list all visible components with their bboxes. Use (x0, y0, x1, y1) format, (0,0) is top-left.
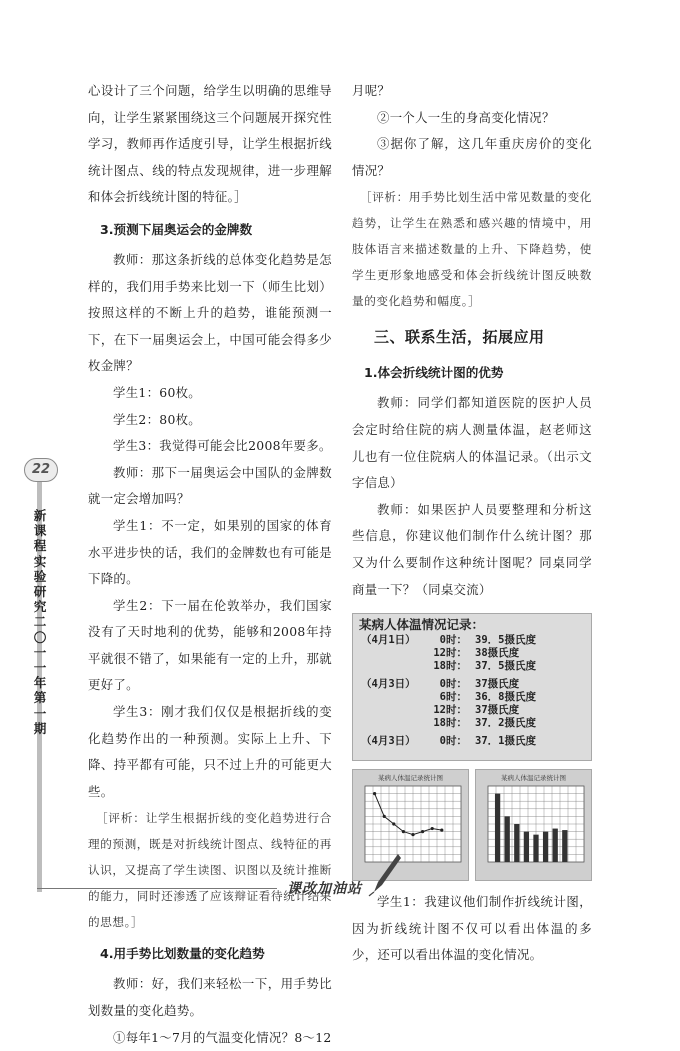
bar (543, 832, 548, 862)
record-row: 18时： 37．5摄氏度 (433, 660, 536, 673)
page-number: 22 (24, 458, 58, 482)
record-row: 12时： 38摄氏度 (433, 647, 520, 660)
journal-issue: 二〇一一年第一期 (33, 614, 47, 736)
paragraph: 学生2：下一届在伦敦举办，我们国家没有了天时地利的优势，能够和2008年持平就很不错了，如果能有一定的上升，那就更好了。 (88, 597, 332, 693)
paragraph: 学生2：80枚。 (113, 411, 202, 427)
right-column (352, 78, 592, 969)
footer-rule (37, 888, 277, 889)
paragraph: 心设计了三个问题，给学生以明确的思维导向，让学生紧紧围绕这三个问题展开探究性学习，教师再作适度引导，让学生根据折线统计图点、线的特点发现规律，进一步理解和体会折线统计图的特征。］ (88, 83, 332, 205)
paragraph: 月呢？ (352, 83, 391, 98)
record-row: （4月3日） 0时： 37摄氏度 (361, 678, 520, 691)
section-heading: 三、联系生活，拓展应用 (374, 328, 545, 347)
bar (553, 829, 558, 862)
bar-chart (476, 770, 593, 880)
journal-vertical-title (32, 508, 48, 736)
paragraph: ②一个人一生的身高变化情况？ (377, 109, 555, 125)
bar (495, 794, 500, 862)
paragraph: 学生3：我觉得可能会比2008年要多。 (113, 438, 332, 454)
commentary-note: ［评析：用手势比划生活中常见数量的变化趋势，让学生在熟悉和感兴趣的情境中，用肢体语言来描述数量的上升、下降趋势，使学生更形象地感受和体会折线统计图反映数量的变化趋势和幅度。］ (352, 190, 592, 309)
bar-chart-panel (475, 769, 592, 881)
heading-predict-gold: 3.预测下届奥运会的金牌数 (100, 221, 253, 237)
record-row: 12时： 37摄氏度 (433, 704, 520, 717)
chart-title: 某病人体温记录统计图 (378, 774, 443, 783)
paragraph: 教师：那这条折线的总体变化趋势是怎样的，我们用手势来比划一下（师生比划）按照这样的不断上升的趋势，谁能预测一下，在下一届奥运会上，中国可能会得多少枚金牌？ (88, 251, 332, 374)
heading-line-chart-advantage: 1.体会折线统计图的优势 (364, 365, 504, 381)
left-column (88, 78, 332, 1051)
data-point (402, 830, 405, 833)
paragraph: ③据你了解，这几年重庆房价的变化情况？ (352, 136, 592, 178)
data-point (373, 792, 376, 795)
bar (505, 817, 510, 863)
record-row: （4月1日） 0时： 39．5摄氏度 (361, 634, 536, 647)
data-point (383, 815, 386, 818)
paragraph: 学生1：60枚。 (113, 384, 202, 400)
data-point (431, 827, 434, 830)
paragraph: 教师：同学们都知道医院的医护人员会定时给住院的病人测量体温，赵老师这儿也有一位住院病人的体温记录。（出示文字信息） (352, 395, 592, 491)
data-point (440, 829, 443, 832)
paragraph: 学生1：我建议他们制作折线统计图，因为折线统计图不仅可以看出体温的多少，还可以看出体温的变化情况。 (352, 894, 592, 963)
paragraph: ①每年1～7月的气温变化情况？8～12 (113, 1029, 332, 1045)
footer-column-brand: 课改加油站 (287, 881, 362, 897)
data-point (392, 823, 395, 826)
bar (524, 832, 529, 862)
paragraph: 教师：那下一届奥运会中国队的金牌数就一定会增加吗？ (88, 464, 332, 507)
bar (562, 830, 567, 862)
temperature-record-figure (352, 613, 592, 761)
chart-title: 某病人体温记录统计图 (501, 774, 566, 783)
record-row: 18时： 37．2摄氏度 (433, 717, 536, 730)
heading-gesture-trend: 4.用手势比划数量的变化趋势 (100, 946, 265, 962)
bar (533, 835, 538, 862)
pen-nib-icon (368, 852, 402, 896)
paragraph: 学生3：刚才我们仅仅是根据折线的变化趋势作出的一种预测。实际上上升、下降、持平都有可能，只不过上升的可能更大些。 (88, 704, 332, 799)
paragraph: 教师：好，我们来轻松一下，用手势比划数量的变化趋势。 (88, 976, 332, 1019)
paragraph: 教师：如果医护人员要整理和分析这些信息，你建议他们制作什么统计图？那又为什么要制作这种统计图呢？同桌同学商量一下？（同桌交流） (352, 501, 592, 597)
data-point (411, 833, 414, 836)
record-row: 6时： 36．8摄氏度 (439, 691, 536, 704)
commentary-note: ［评析：让学生根据折线的变化趋势进行合理的预测，既是对折线统计图点、线特征的再认识，又提高了学生读图、识图以及统计推断的能力，同时还渗透了应该辩证看待统计结果的思想。］ (88, 811, 332, 930)
record-title: 某病人体温情况记录： (359, 617, 485, 633)
data-point (421, 830, 424, 833)
paragraph: 学生1：不一定，如果别的国家的体育水平进步快的话，我们的金牌数也有可能是下降的。 (88, 517, 332, 587)
record-row: （4月3日） 0时： 37．1摄氏度 (361, 735, 536, 748)
journal-name: 新课程实验研究 (33, 508, 47, 615)
bar (514, 824, 519, 862)
